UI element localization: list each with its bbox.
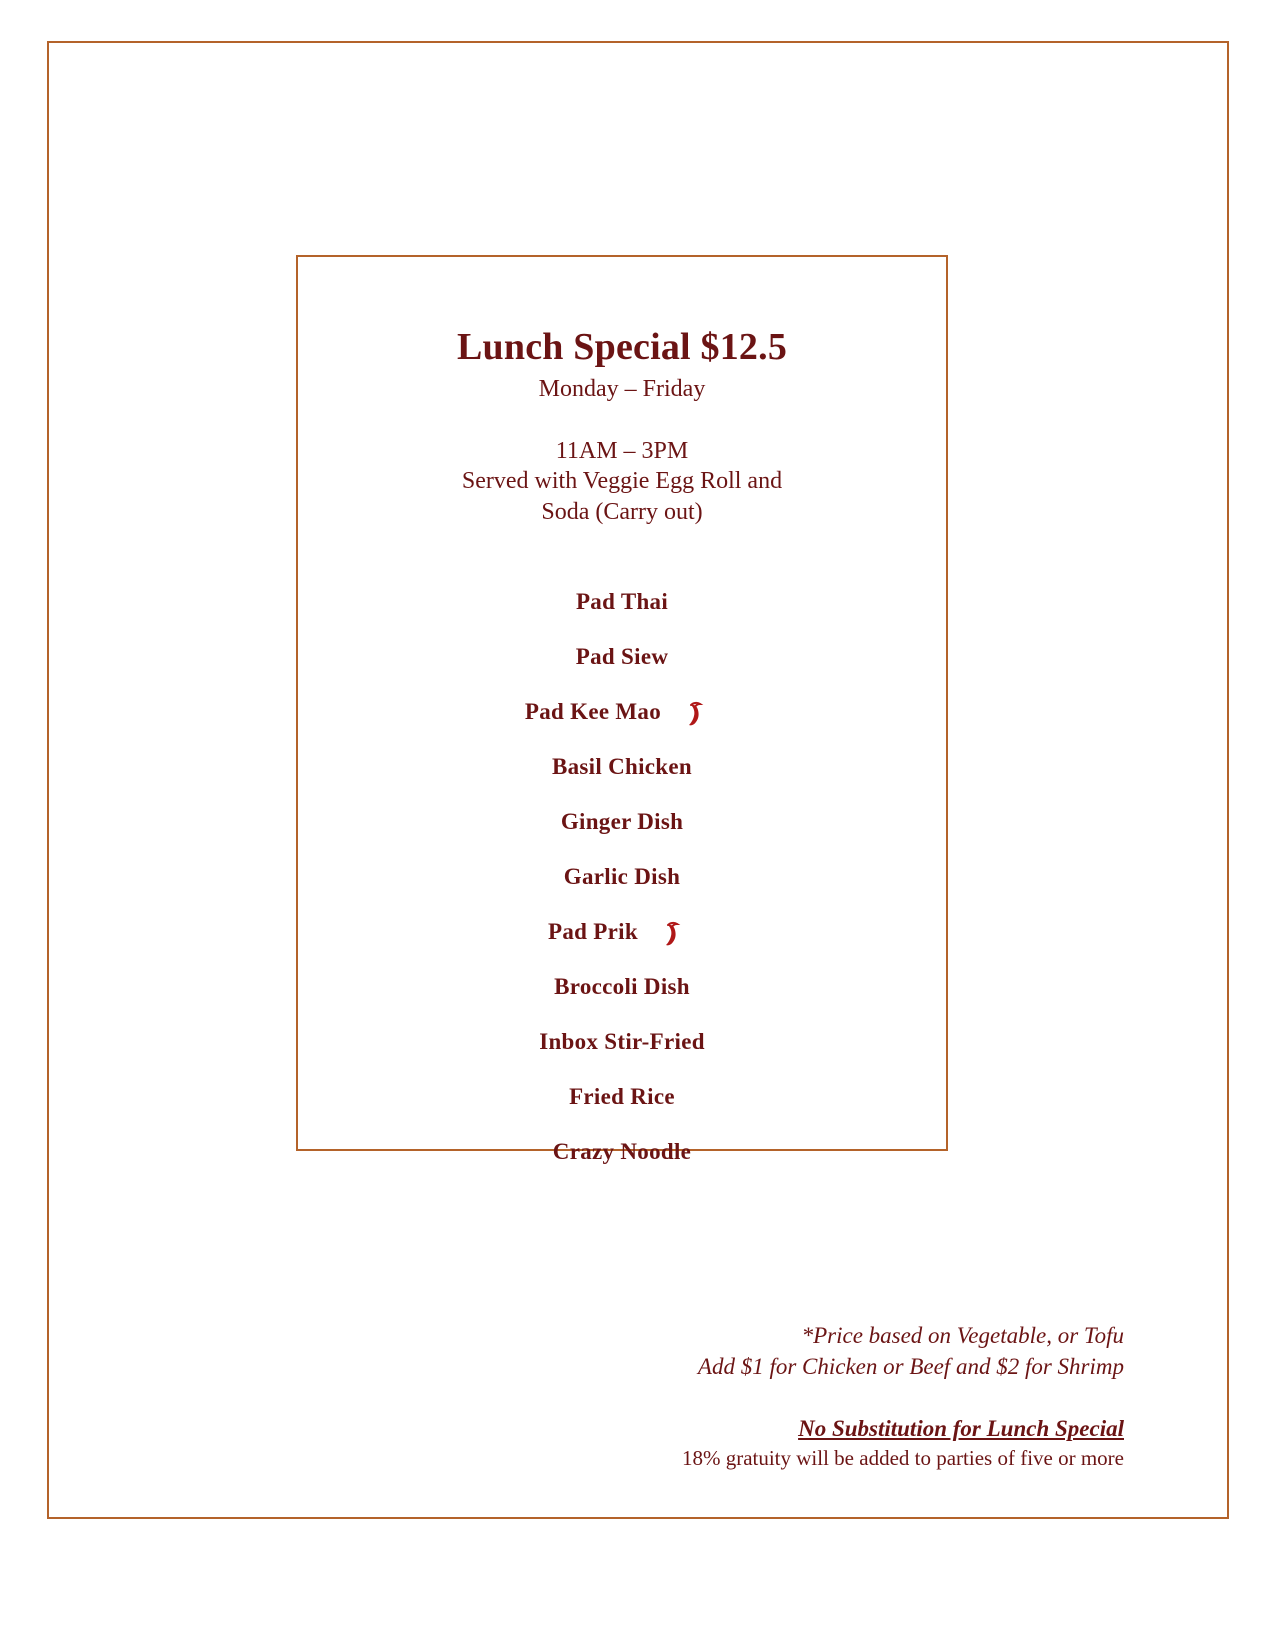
dish-list <box>298 574 946 1179</box>
no-substitution-note: No Substitution for Lunch Special <box>798 1416 1124 1442</box>
dish-name: Broccoli Dish <box>554 973 690 999</box>
dish-name: Pad Siew <box>575 643 669 669</box>
chili-pepper-icon <box>685 699 719 727</box>
list-item <box>298 794 946 849</box>
menu-hours-line2: Served with Veggie Egg Roll and <box>461 468 783 495</box>
dish-name: Inbox Stir-Fried <box>539 1028 705 1054</box>
list-item <box>298 1124 946 1179</box>
lunch-special-panel <box>296 255 948 1164</box>
list-item <box>298 849 946 904</box>
list-item <box>298 629 946 684</box>
dish-name: Pad Prik <box>548 918 638 944</box>
menu-hours-line1: 11AM – 3PM <box>555 437 689 464</box>
price-note-line2: Add $1 for Chicken or Beef and $2 for Shrimp <box>697 1354 1124 1380</box>
gratuity-note: 18% gratuity will be added to parties of five or more <box>681 1446 1124 1471</box>
list-item <box>298 1014 946 1069</box>
list-item <box>298 574 946 629</box>
dish-name: Pad Thai <box>575 588 669 614</box>
footer-spacer <box>47 1382 1124 1416</box>
list-item <box>298 684 946 739</box>
list-item <box>298 959 946 1014</box>
menu-hours-line3: Soda (Carry out) <box>541 499 703 526</box>
list-item <box>298 1069 946 1124</box>
dish-name: Ginger Dish <box>560 808 684 834</box>
price-note-line1: *Price based on Vegetable, or Tofu <box>801 1323 1124 1348</box>
dish-name: Basil Chicken <box>551 753 692 779</box>
page-title: Lunch Special $12.5 <box>456 326 788 368</box>
list-item <box>298 739 946 794</box>
menu-days: Monday – Friday <box>538 375 706 402</box>
dish-name: Pad Kee Mao <box>524 698 662 724</box>
dish-name: Fried Rice <box>569 1083 675 1109</box>
menu-hours <box>298 436 946 528</box>
footer-notes <box>47 1320 1229 1471</box>
list-item <box>298 904 946 959</box>
dish-name: Garlic Dish <box>563 863 681 889</box>
dish-name: Crazy Noodle <box>552 1138 692 1164</box>
chili-pepper-icon <box>662 919 696 947</box>
